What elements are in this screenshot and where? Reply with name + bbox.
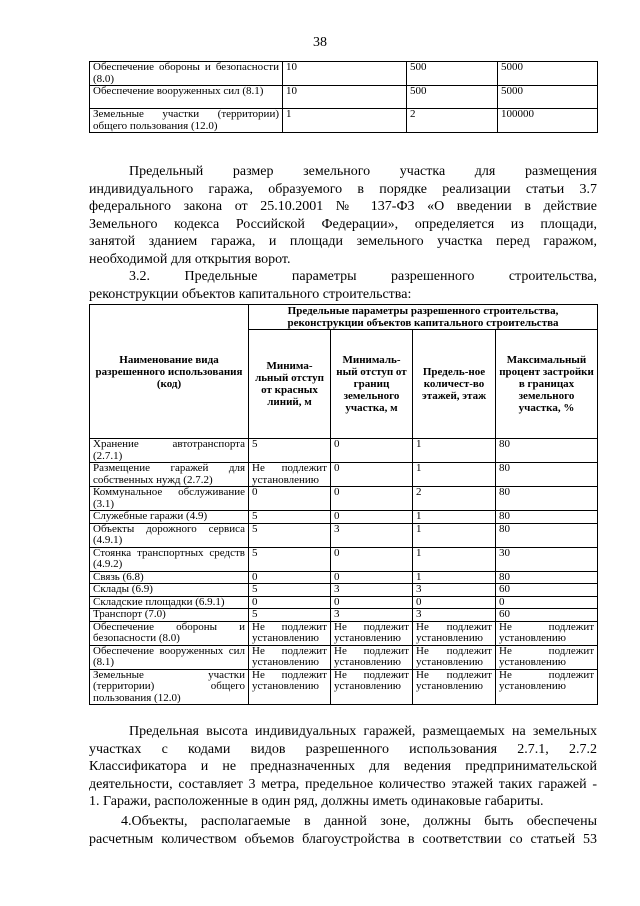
p1-line: необходимой для открытия ворот. xyxy=(89,251,291,267)
p1-line: занятой зданием гаража, и площади земельного участка перед гаражом, xyxy=(89,234,597,250)
value-cell: 5 xyxy=(249,584,331,597)
value-cell: Не подлежит установлению xyxy=(496,621,598,645)
table-row xyxy=(90,547,598,571)
p1-line: Предельный размер земельного участка для размещения xyxy=(129,164,597,179)
value-cell: 80 xyxy=(496,487,598,511)
s32-line: 3.2. Предельные параметры разрешенного строительства, xyxy=(129,269,597,284)
value-cell: 80 xyxy=(496,511,598,524)
value-cell: 5 xyxy=(249,547,331,571)
table-row xyxy=(90,487,598,511)
paragraph-garage-size xyxy=(89,163,597,269)
value-cell: 3 xyxy=(413,584,496,597)
top-table xyxy=(89,61,598,133)
value-cell: 80 xyxy=(496,463,598,487)
p1-line: Земельного кодекса Российской Федерации», определяется из площади, xyxy=(89,216,597,232)
value-cell: 80 xyxy=(496,523,598,547)
header-col-coverage: Максимальный процент застройки в границах земельного участка, % xyxy=(496,330,598,439)
paragraph-garage-height xyxy=(89,723,597,811)
table-row xyxy=(90,609,598,622)
value-cell: 10 xyxy=(283,86,407,109)
p1-line: федерального закона от 25.10.2001 № 137-ФЗ «О введении в действие xyxy=(89,199,597,215)
value-cell: 0 xyxy=(331,511,413,524)
value-cell: 3 xyxy=(331,523,413,547)
table-row xyxy=(90,463,598,487)
value-cell: 30 xyxy=(496,547,598,571)
value-cell: 1 xyxy=(413,463,496,487)
row-name-cell: Складские площадки (6.9.1) xyxy=(90,596,249,609)
value-cell: 500 xyxy=(407,62,498,86)
value-cell: 0 xyxy=(331,487,413,511)
section-3-2-heading xyxy=(89,268,597,303)
table-row xyxy=(90,86,598,109)
value-cell: 5000 xyxy=(498,86,598,109)
value-cell: 0 xyxy=(331,439,413,463)
value-cell: 3 xyxy=(413,609,496,622)
row-name-cell: Транспорт (7.0) xyxy=(90,609,249,622)
value-cell: 100000 xyxy=(498,109,598,133)
params-table xyxy=(89,304,598,705)
row-name-cell: Стоянка транспортных средств (4.9.2) xyxy=(90,547,249,571)
value-cell: Не подлежит установлению xyxy=(413,669,496,705)
value-cell: 3 xyxy=(331,584,413,597)
header-group: Предельные параметры разрешенного строительства, реконструкции объектов капитального строительства xyxy=(249,305,598,330)
value-cell: Не подлежит установлению xyxy=(331,645,413,669)
table-row xyxy=(90,584,598,597)
value-cell: 0 xyxy=(413,596,496,609)
row-name-cell: Обеспечение обороны и безопасности (8.0) xyxy=(90,621,249,645)
value-cell: 5 xyxy=(249,439,331,463)
p3-line: Предельная высота индивидуальных гаражей, размещаемых на земельных xyxy=(129,724,597,739)
row-name-cell: Земельные участки (территории) общего пользования (12.0) xyxy=(90,669,249,705)
value-cell: Не подлежит установлению xyxy=(413,645,496,669)
table-row xyxy=(90,596,598,609)
table-row xyxy=(90,669,598,705)
header-name: Наименование вида разрешенного использования (код) xyxy=(90,305,249,439)
header-col-red-lines: Минима-льный отступ от красных линий, м xyxy=(249,330,331,439)
value-cell: 500 xyxy=(407,86,498,109)
p3-line: участках с кодами видов разрешенного использования 2.7.1, 2.7.2 xyxy=(89,741,597,757)
value-cell: Не подлежит установлению xyxy=(331,621,413,645)
p3-line: Классификатора и не предназначенных для ведения предпринимательской xyxy=(89,759,597,775)
table-row xyxy=(90,645,598,669)
row-name-cell: Хранение автотранспорта (2.7.1) xyxy=(90,439,249,463)
value-cell: 1 xyxy=(413,547,496,571)
row-name-cell: Коммунальное обслуживание (3.1) xyxy=(90,487,249,511)
table-row xyxy=(90,62,598,86)
row-name-cell: Объекты дорожного сервиса (4.9.1) xyxy=(90,523,249,547)
value-cell: 0 xyxy=(249,487,331,511)
value-cell: 5 xyxy=(249,523,331,547)
row-name-cell: Служебные гаражи (4.9) xyxy=(90,511,249,524)
value-cell: 60 xyxy=(496,609,598,622)
page-number: 38 xyxy=(313,35,327,50)
value-cell: 5 xyxy=(249,511,331,524)
p1-line: индивидуального гаража, образуемого в порядке реализации статьи 3.7 xyxy=(89,181,597,197)
value-cell: 3 xyxy=(331,609,413,622)
value-cell: Не подлежит установлению xyxy=(496,645,598,669)
value-cell: 1 xyxy=(283,109,407,133)
value-cell: 5 xyxy=(249,609,331,622)
table-row xyxy=(90,571,598,584)
table-row xyxy=(90,511,598,524)
value-cell: 1 xyxy=(413,439,496,463)
value-cell: 0 xyxy=(331,571,413,584)
row-name-cell: Склады (6.9) xyxy=(90,584,249,597)
value-cell: Не подлежит установлению xyxy=(413,621,496,645)
header-col-floors: Предель-ное количест-во этажей, этаж xyxy=(413,330,496,439)
value-cell: 2 xyxy=(413,487,496,511)
value-cell: 0 xyxy=(249,596,331,609)
value-cell: 1 xyxy=(413,571,496,584)
value-cell: 5000 xyxy=(498,62,598,86)
row-name-cell: Размещение гаражей для собственных нужд (2.7.2) xyxy=(90,463,249,487)
value-cell: 0 xyxy=(331,596,413,609)
p4-line: 4.Объекты, располагаемые в данной зоне, должны быть обеспечены xyxy=(121,814,597,829)
value-cell: Не подлежит установлению xyxy=(249,463,331,487)
table-row xyxy=(90,621,598,645)
table-row xyxy=(90,109,598,133)
value-cell: 0 xyxy=(331,463,413,487)
value-cell: 2 xyxy=(407,109,498,133)
p4-line: расчетным количеством объемов благоустройства в соответствии со статьей 53 xyxy=(89,831,597,847)
header-col-boundary: Минималь-ный отступ от границ земельного участка, м xyxy=(331,330,413,439)
value-cell: 60 xyxy=(496,584,598,597)
p3-line: 1. Гаражи, расположенные в один ряд, должны иметь одинаковые габариты. xyxy=(89,794,544,810)
paragraph-objects xyxy=(89,813,597,848)
row-name-cell: Обеспечение вооруженных сил (8.1) xyxy=(90,86,283,109)
value-cell: 1 xyxy=(413,523,496,547)
row-name-cell: Обеспечение вооруженных сил (8.1) xyxy=(90,645,249,669)
value-cell: 80 xyxy=(496,571,598,584)
value-cell: 0 xyxy=(331,547,413,571)
table-row xyxy=(90,439,598,463)
value-cell: 10 xyxy=(283,62,407,86)
table-row xyxy=(90,523,598,547)
value-cell: 1 xyxy=(413,511,496,524)
value-cell: 0 xyxy=(249,571,331,584)
value-cell: 0 xyxy=(496,596,598,609)
value-cell: Не подлежит установлению xyxy=(249,669,331,705)
s32-line: реконструкции объектов капитального строительства: xyxy=(89,286,412,302)
row-name-cell: Земельные участки (территории) общего пользования (12.0) xyxy=(90,109,283,133)
p3-line: деятельности, составляет 3 метра, предельное количество этажей таких гаражей - xyxy=(89,776,597,792)
value-cell: Не подлежит установлению xyxy=(249,645,331,669)
row-name-cell: Связь (6.8) xyxy=(90,571,249,584)
value-cell: Не подлежит установлению xyxy=(331,669,413,705)
value-cell: 80 xyxy=(496,439,598,463)
value-cell: Не подлежит установлению xyxy=(496,669,598,705)
row-name-cell: Обеспечение обороны и безопасности (8.0) xyxy=(90,62,283,86)
value-cell: Не подлежит установлению xyxy=(249,621,331,645)
